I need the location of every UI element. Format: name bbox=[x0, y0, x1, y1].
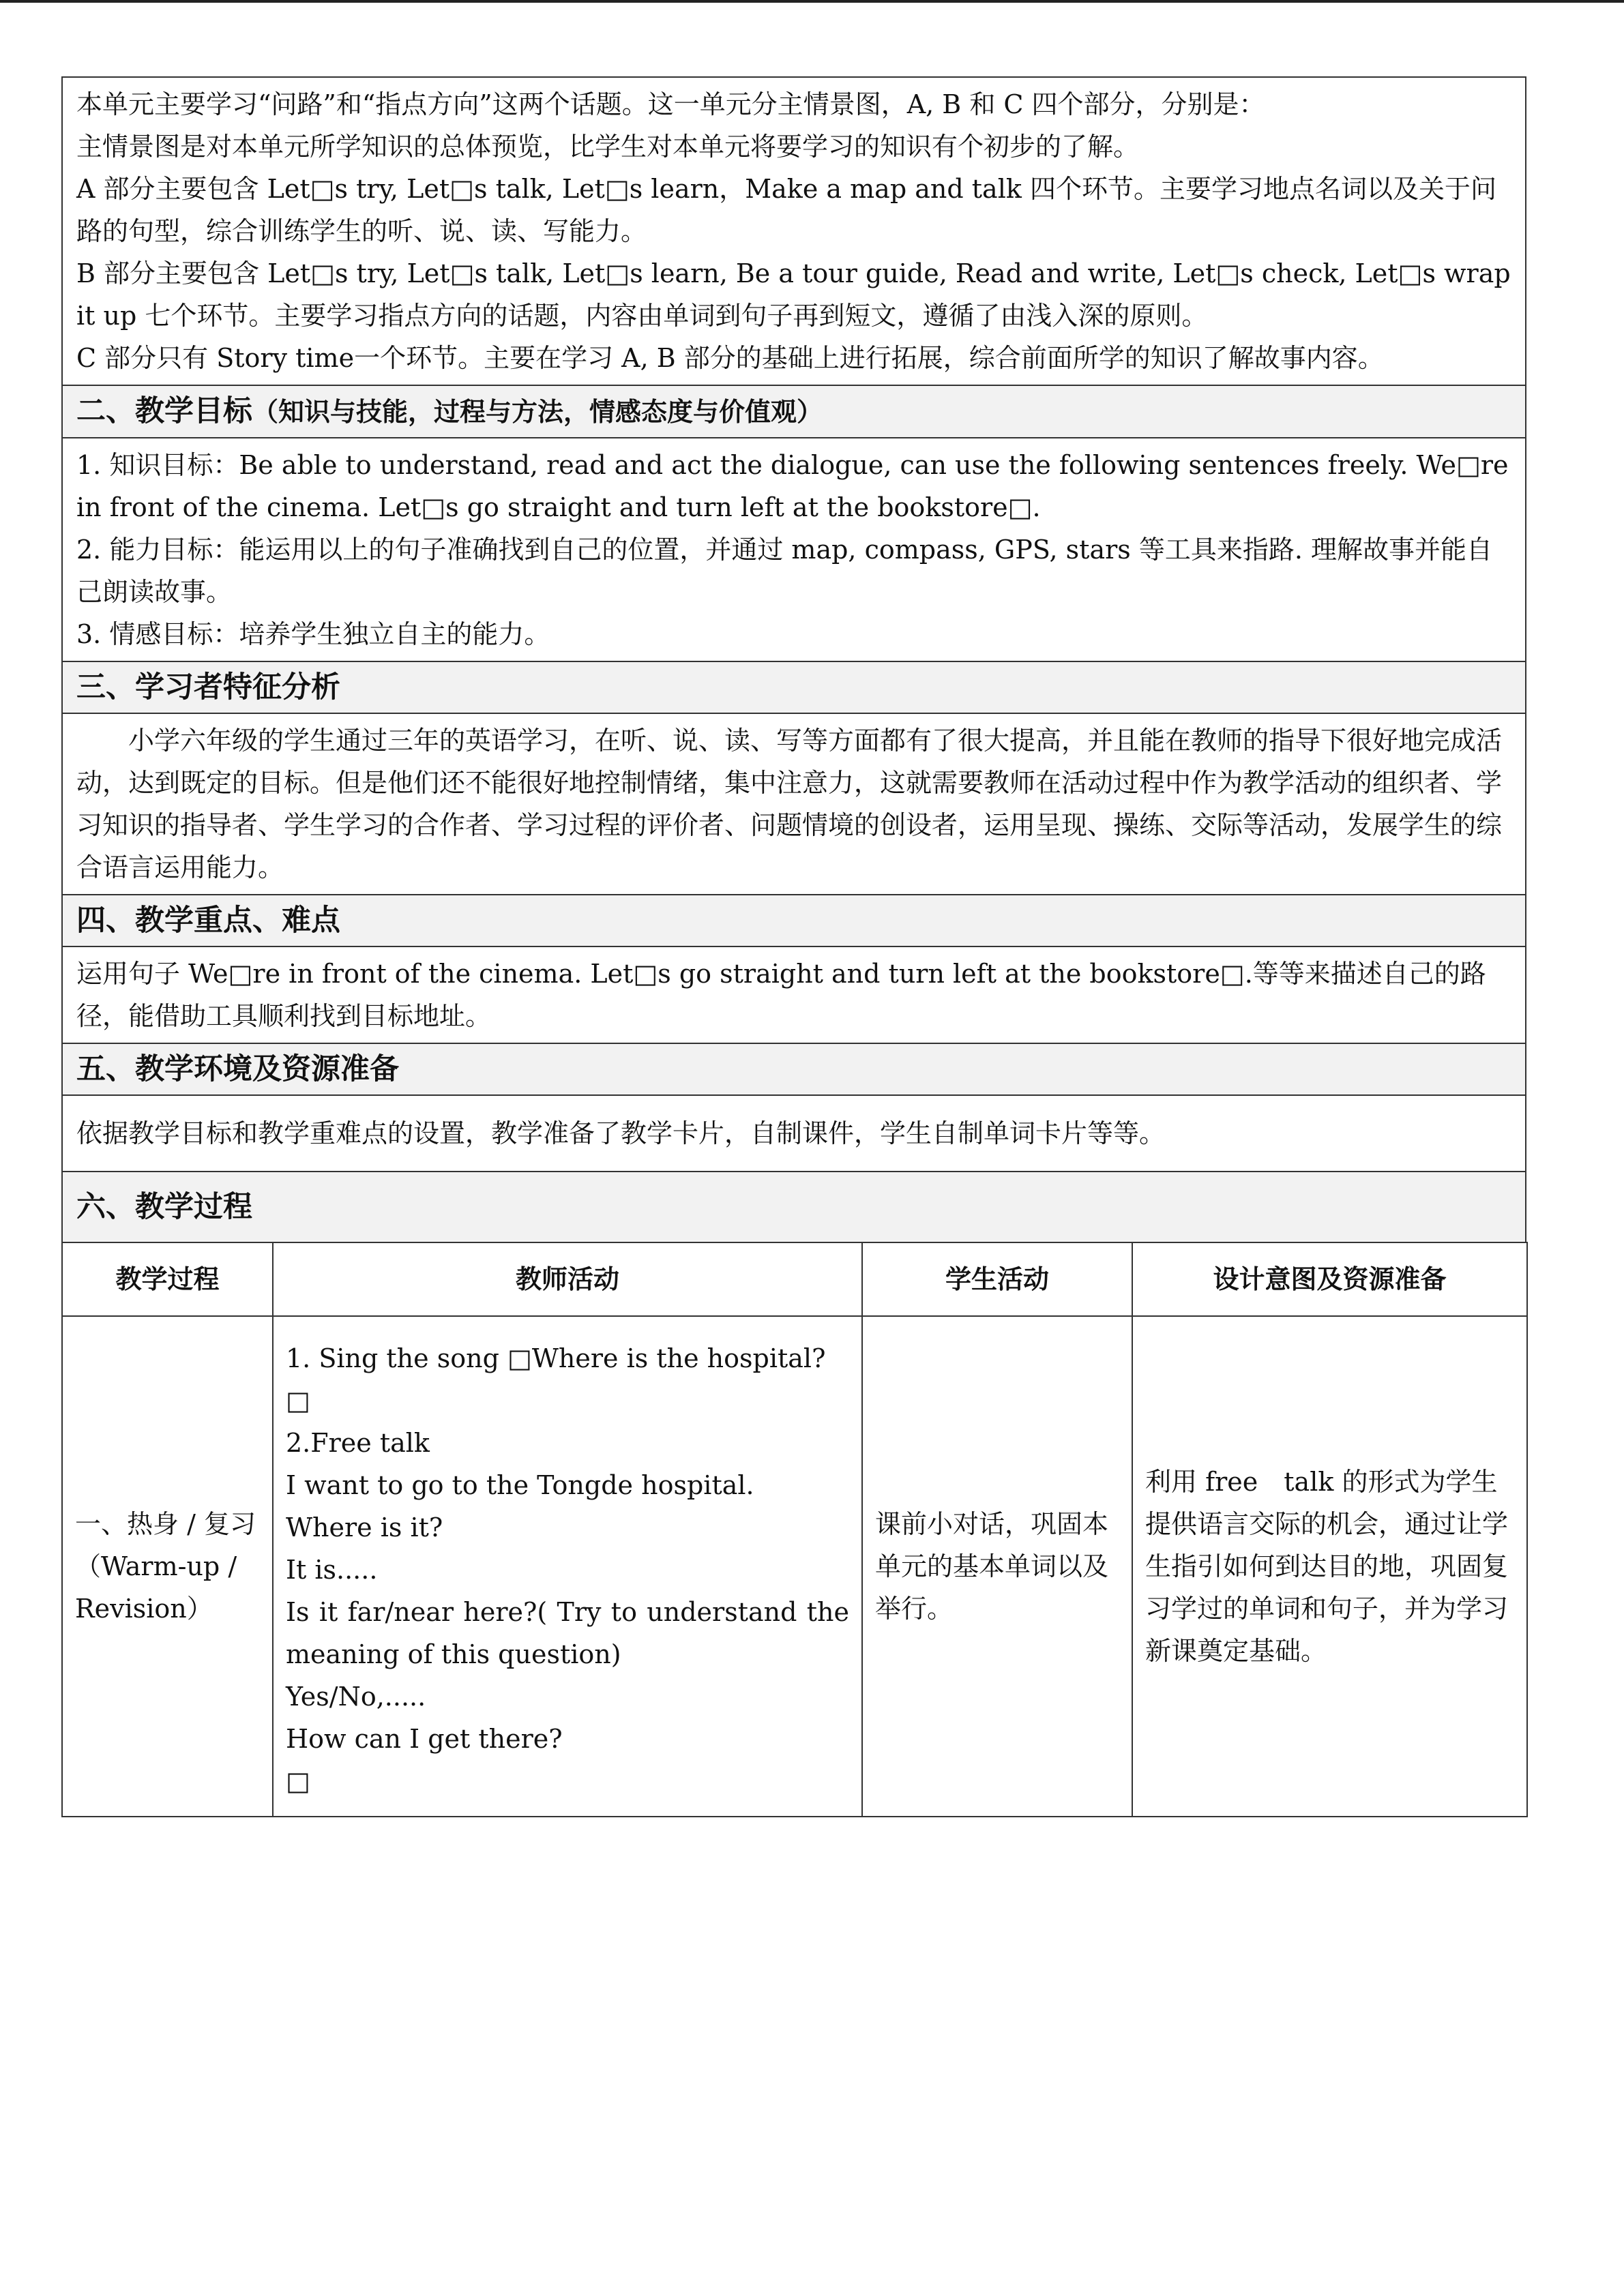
teacher-line: Is it far/near here?( Try to understand the meaning of this question) bbox=[286, 1597, 849, 1669]
table-header-row bbox=[62, 1242, 1527, 1316]
learner-analysis-body bbox=[63, 714, 1525, 894]
focus-body bbox=[63, 947, 1525, 1043]
focus-text: 运用句子 We□re in front of the cinema. Let□s go straight and turn left at the bookstore□.等等来描述自己的路径，能借助工具顺利找到目标地址。 bbox=[76, 959, 1486, 1031]
unit-overview-body bbox=[63, 78, 1525, 385]
teacher-line: □ bbox=[286, 1766, 310, 1796]
teacher-line: It is..... bbox=[286, 1555, 378, 1585]
teacher-line: 2.Free talk bbox=[286, 1428, 430, 1458]
process-table-section bbox=[61, 1242, 1526, 1817]
student-activity-cell: 课前小对话，巩固本单元的基本单词以及举行。 bbox=[862, 1316, 1132, 1817]
learner-analysis-section bbox=[61, 713, 1526, 894]
process-table bbox=[61, 1242, 1528, 1817]
focus-heading-section bbox=[61, 894, 1526, 946]
column-header: 教师活动 bbox=[273, 1242, 862, 1316]
overview-line: B 部分主要包含 Let□s try, Let□s talk, Let□s learn, Be a tour guide, Read and write, Let□s check, Let□s wrap it up 七个环节。主要学习指点方向的话题，内容由单词到句子再到短文，遵循了由浅入深的原则。 bbox=[76, 258, 1511, 331]
goals-title: 二、教学目标 bbox=[76, 394, 252, 428]
focus-section bbox=[61, 946, 1526, 1043]
resources-text: 依据教学目标和教学重难点的设置，教学准备了教学卡片，自制课件，学生自制单词卡片等等。 bbox=[76, 1118, 1166, 1148]
teacher-line: How can I get there? bbox=[286, 1724, 563, 1754]
learner-analysis-heading-section bbox=[61, 661, 1526, 713]
top-border-line bbox=[0, 0, 1624, 3]
section-heading: 三、学习者特征分析 bbox=[63, 662, 1525, 713]
section-heading: 四、教学重点、难点 bbox=[63, 895, 1525, 946]
unit-overview-section bbox=[61, 76, 1526, 385]
table-row bbox=[62, 1316, 1527, 1817]
resources-body bbox=[63, 1096, 1525, 1171]
goals-subtitle: （知识与技能，过程与方法，情感态度与价值观） bbox=[252, 396, 823, 427]
teaching-goals-body bbox=[63, 438, 1525, 661]
design-intent-cell: 利用 free talk 的形式为学生提供语言交际的机会，通过让学生指引如何到达目的地，巩固复习学过的单词和句子，并为学习新课奠定基础。 bbox=[1132, 1316, 1527, 1817]
overview-line: 主情景图是对本单元所学知识的总体预览，比学生对本单元将要学习的知识有个初步的了解。 bbox=[76, 132, 1140, 162]
section-heading bbox=[63, 386, 1525, 437]
goal-line: 3. 情感目标：培养学生独立自主的能力。 bbox=[76, 619, 550, 649]
stage-cell: 一、热身 / 复习（Warm-up / Revision） bbox=[62, 1316, 273, 1817]
resources-section bbox=[61, 1094, 1526, 1171]
process-heading-section bbox=[61, 1171, 1526, 1242]
overview-line: 本单元主要学习“问路”和“指点方向”这两个话题。这一单元分主情景图，A, B 和 C 四个部分，分别是： bbox=[76, 89, 1265, 119]
teacher-line: Where is it? bbox=[286, 1512, 443, 1542]
teacher-line: I want to go to the Tongde hospital. bbox=[286, 1470, 754, 1500]
teaching-goals-section bbox=[61, 385, 1526, 437]
goal-line: 1. 知识目标：Be able to understand, read and act the dialogue, can use the following sentences freely. We□re in front of the cinema. Let□s go straight and turn left at the bookstore□. bbox=[76, 450, 1509, 522]
column-header: 学生活动 bbox=[862, 1242, 1132, 1316]
teacher-line: 1. Sing the song □Where is the hospital?□ bbox=[286, 1343, 826, 1416]
teacher-activity-cell bbox=[273, 1316, 862, 1817]
column-header: 教学过程 bbox=[62, 1242, 273, 1316]
teacher-line: Yes/No,..... bbox=[286, 1682, 426, 1712]
overview-line: A 部分主要包含 Let□s try, Let□s talk, Let□s learn，Make a map and talk 四个环节。主要学习地点名词以及关于问路的句型，综合训练学生的听、说、读、写能力。 bbox=[76, 174, 1496, 246]
column-header: 设计意图及资源准备 bbox=[1132, 1242, 1527, 1316]
teaching-goals-body-section bbox=[61, 437, 1526, 661]
overview-line: C 部分只有 Story time一个环节。主要在学习 A, B 部分的基础上进行拓展，综合前面所学的知识了解故事内容。 bbox=[76, 343, 1384, 373]
resources-heading-section bbox=[61, 1043, 1526, 1094]
goal-line: 2. 能力目标：能运用以上的句子准确找到自己的位置，并通过 map, compass, GPS, stars 等工具来指路. 理解故事并能自己朗读故事。 bbox=[76, 535, 1493, 607]
learner-analysis-text: 小学六年级的学生通过三年的英语学习，在听、说、读、写等方面都有了很大提高，并且能在教师的指导下很好地完成活动，达到既定的目标。但是他们还不能很好地控制情绪，集中注意力，这就需要教师在活动过程中作为教学活动的组织者、学习知识的指导者、学生学习的合作者、学习过程的评价者、问题情境的创设者，运用呈现、操练、交际等活动，发展学生的综合语言运用能力。 bbox=[76, 726, 1503, 882]
section-heading: 六、教学过程 bbox=[63, 1172, 1525, 1242]
section-heading: 五、教学环境及资源准备 bbox=[63, 1044, 1525, 1094]
lesson-plan-document bbox=[61, 76, 1526, 1817]
